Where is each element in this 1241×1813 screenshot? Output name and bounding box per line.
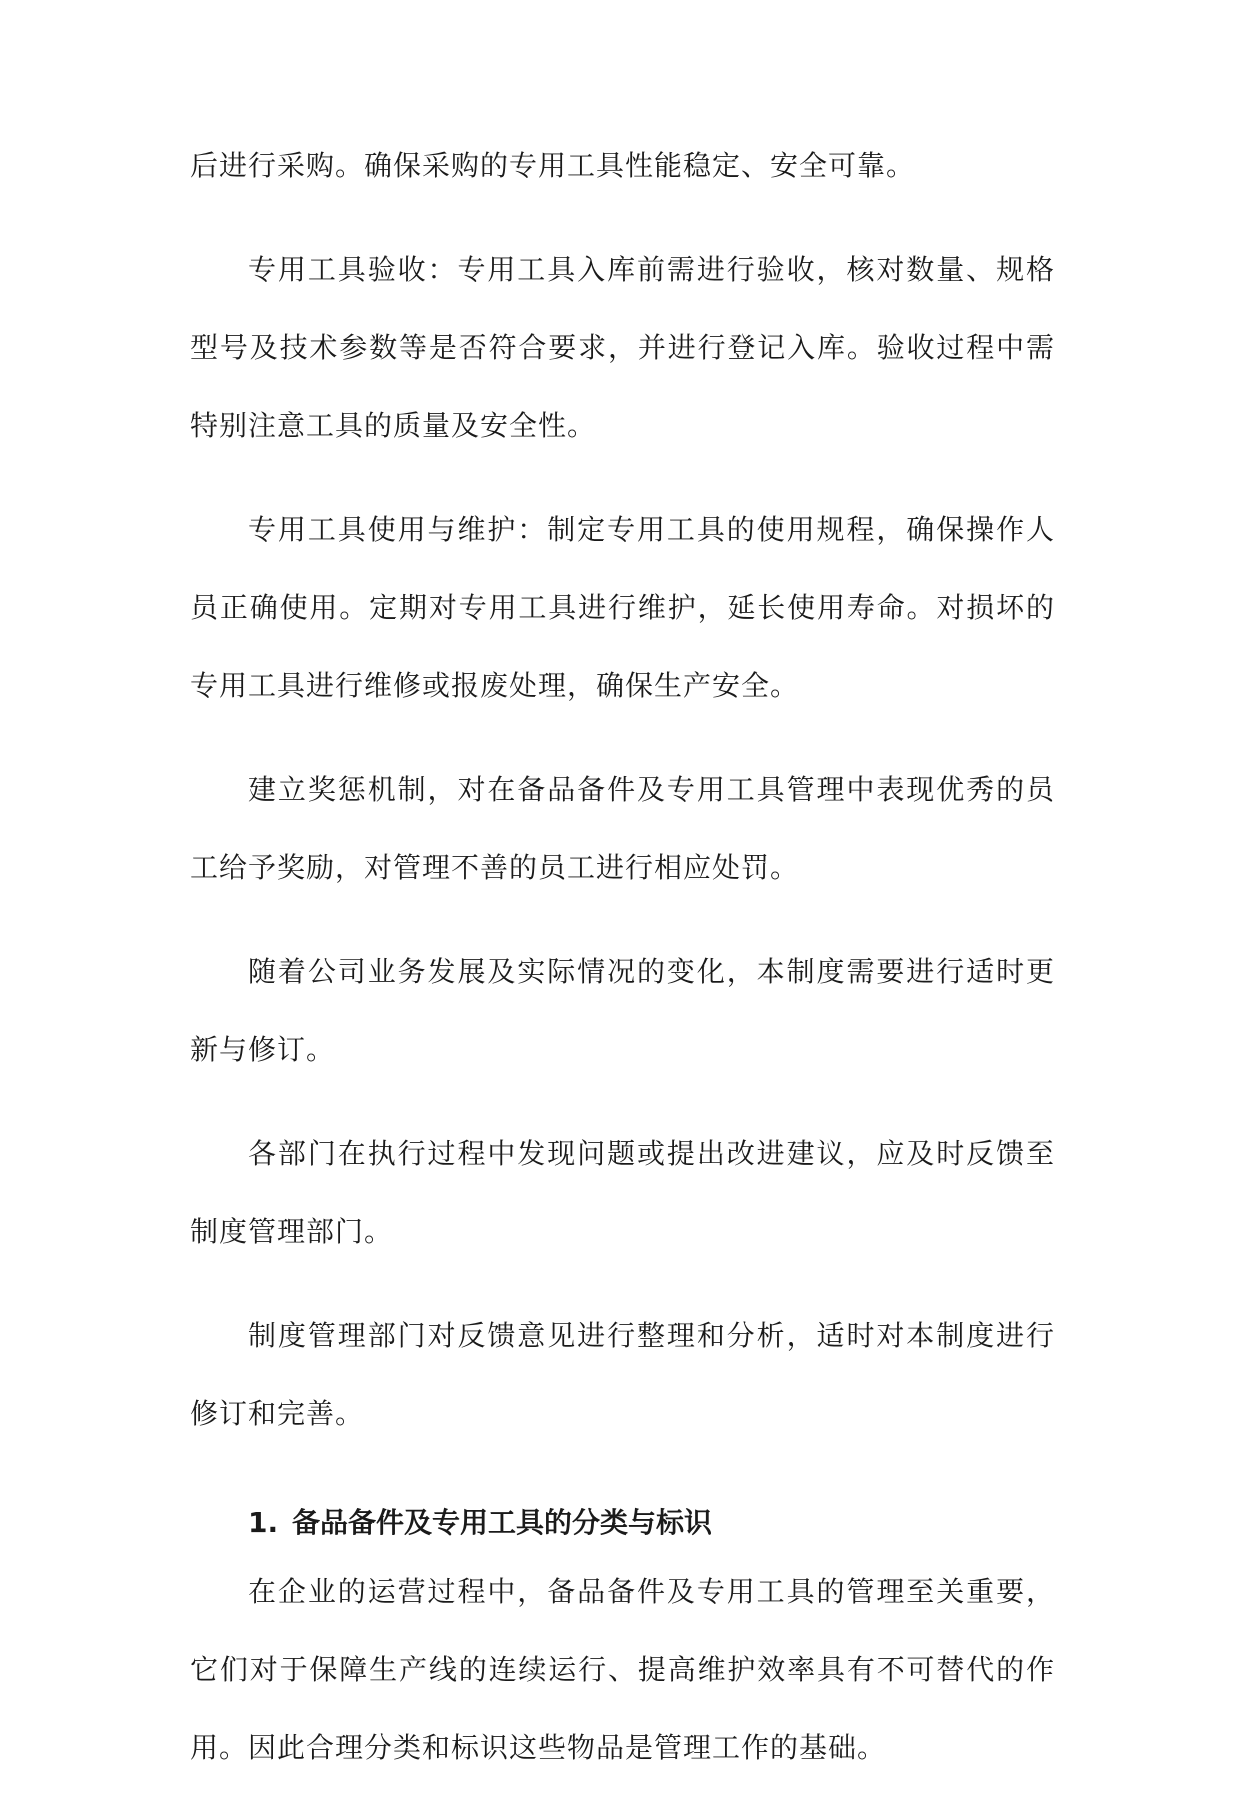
section-heading: [190, 1503, 1055, 1543]
paragraph-improvement: 制度管理部门对反馈意见进行整理和分析，适时对本制度进行修订和完善。: [190, 1319, 1055, 1430]
paragraph-classification-intro: 在企业的运营过程中，备品备件及专用工具的管理至关重要，它们对于保障生产线的连续运行、提高维护效率具有不可替代的作用。因此合理分类和标识这些物品是管理工作的基础。: [190, 1575, 1055, 1764]
paragraph-revision: 随着公司业务发展及实际情况的变化，本制度需要进行适时更新与修订。: [190, 955, 1055, 1066]
section-number: 1.: [248, 1506, 279, 1539]
paragraph-reward-mechanism: 建立奖惩机制，对在备品备件及专用工具管理中表现优秀的员工给予奖励，对管理不善的员工进行相应处罚。: [190, 773, 1055, 884]
document-body: [190, 145, 1055, 1813]
section-title: 备品备件及专用工具的分类与标识: [292, 1506, 713, 1539]
paragraph-feedback: 各部门在执行过程中发现问题或提出改进建议，应及时反馈至制度管理部门。: [190, 1137, 1055, 1248]
paragraph-tool-acceptance: 专用工具验收：专用工具入库前需进行验收，核对数量、规格型号及技术参数等是否符合要求，并进行登记入库。验收过程中需特别注意工具的质量及安全性。: [190, 253, 1055, 442]
paragraph-continuation: 后进行采购。确保采购的专用工具性能稳定、安全可靠。: [190, 149, 916, 182]
paragraph-tool-use-maintenance: 专用工具使用与维护：制定专用工具的使用规程，确保操作人员正确使用。定期对专用工具进行维护，延长使用寿命。对损坏的专用工具进行维修或报废处理，确保生产安全。: [190, 513, 1055, 702]
